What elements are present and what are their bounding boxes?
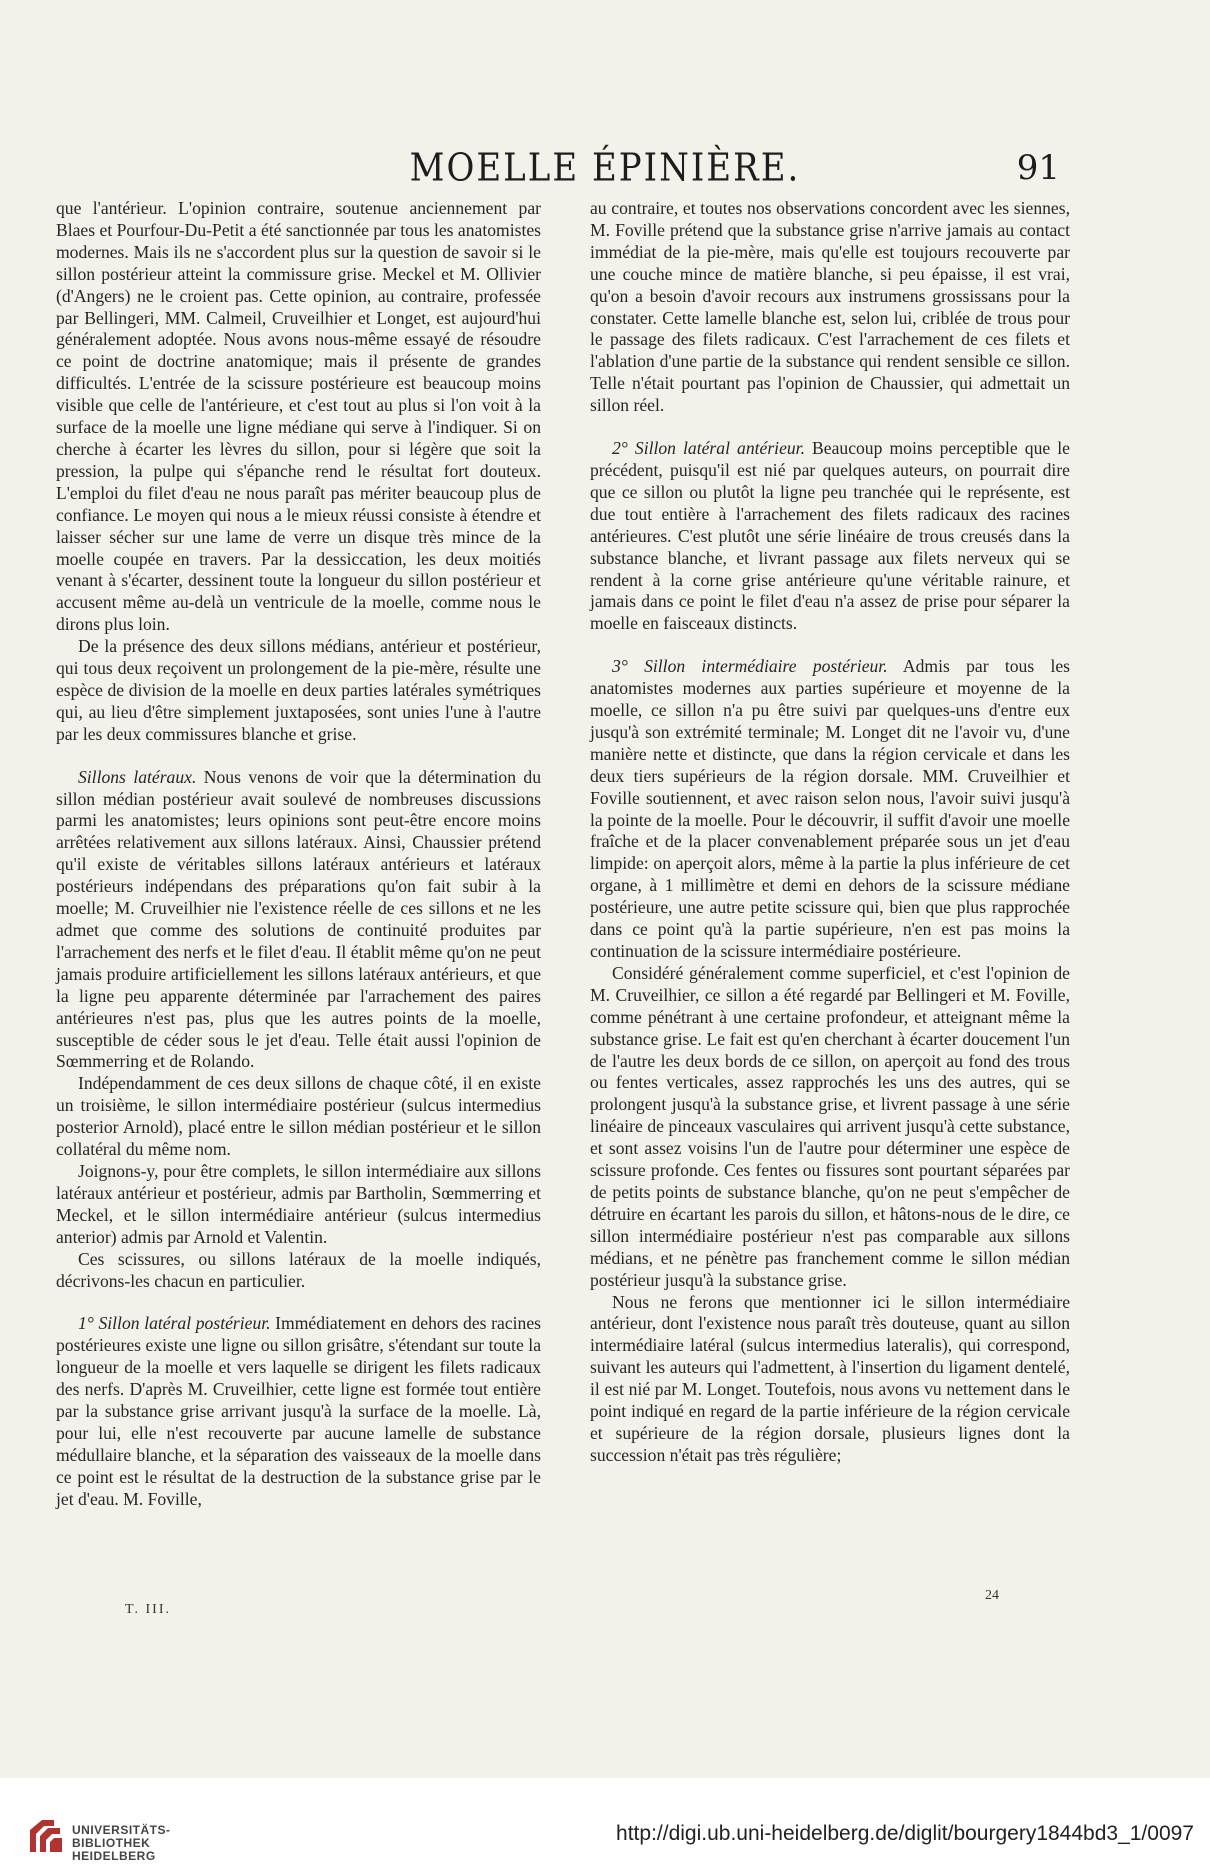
paragraph-text: Admis par tous les anatomistes modernes aux parties supérieure et moyenne de la moelle, ce sillon n'a pu être suivi par quelques-uns d'entre eux jusqu'à son extrémité terminale; M. Longet dit ne l'avoir vu, d'une manière nette et distincte, que dans la région cervicale et dans les deux tiers supérieurs de la région dorsale. MM. Cruveilhier et Foville soutiennent, et avec raison selon nous, l'avoir suivi jusqu'à la pointe de la moelle. Pour le découvrir, il suffit d'avoir une moelle fraîche et de la placer convenablement préparée sous un jet d'eau limpide: on aperçoit alors, même à la partie la plus inférieure de cet organe, à 1 millimètre et demi en dehors de la scissure médiane postérieure, une autre petite scissure qui, bien que plus rapprochée dans ce point qu'à la partie supérieure, n'en est pas moins la continuation de la scissure intermédiaire postérieure. (590, 656, 1070, 961)
paragraph (590, 963, 1070, 1292)
library-name-line-1: UNIVERSITÄTS- (72, 1823, 171, 1837)
right-column (590, 198, 1070, 1467)
section-heading: 1° Sillon latéral postérieur. (78, 1313, 271, 1334)
paragraph (590, 1292, 1070, 1467)
page-header (0, 145, 1210, 198)
paragraph (56, 767, 541, 1074)
paragraph-text: De la présence des deux sillons médians, antérieur et postérieur, qui tous deux reçoivent un prolongement de la pie-mère, résulte une espèce de division de la moelle en deux parties latérales symétriques qui, au lieu d'être simplement juxtaposées, sont unies l'une à l'autre par les deux commissures blanche et grise. (56, 636, 541, 744)
paragraph-text: Indépendamment de ces deux sillons de chaque côté, il en existe un troisième, le sillon intermédiaire postérieur (sulcus intermedius posterior Arnold), placé entre le sillon médian postérieur et le sillon collatéral du même nom. (56, 1073, 541, 1160)
library-name[interactable] (72, 1824, 171, 1863)
section-heading: 2° Sillon latéral antérieur. (612, 438, 805, 459)
paragraph-text: Beaucoup moins perceptible que le précédent, puisqu'il est nié par quelques auteurs, on pourrait dire que ce sillon ou plutôt la ligne peu tranchée qui le représente, est due tout entière à l'arrachement des filets radicaux des racines antérieures. C'est plutôt une série linéaire de trous creusés dans la substance blanche, et livrant passage aux filets nerveux qui se rendent à la corne grise antérieure qu'une véritable rainure, et jamais dans ce point le filet d'eau n'a assez de prise pour séparer la moelle en faisceaux distincts. (590, 438, 1070, 634)
paragraph (56, 1161, 541, 1249)
section-heading: 3° Sillon intermédiaire postérieur. (612, 656, 888, 677)
volume-signature: T. III. (125, 1602, 171, 1617)
paragraph-text: Nous ne ferons que mentionner ici le sillon intermédiaire antérieur, dont l'existence nous paraît très douteuse, quant au sillon intermédiaire latéral (sulcus intermedius lateralis), qui correspond, suivant les auteurs qui l'admettent, à l'insertion du ligament dentelé, il est nié par M. Longet. Toutefois, nous avons vu nettement dans le point indiqué en regard de la partie inférieure de la région cervicale et supérieure de la région dorsale, plusieurs lignes dont la succession n'était pas très régulière; (590, 1291, 1070, 1465)
page-title: MOELLE ÉPINIÈRE. (409, 145, 801, 191)
sheet-signature: 24 (985, 1588, 999, 1603)
paragraph (56, 636, 541, 746)
paragraph (590, 198, 1070, 417)
paragraph (56, 1073, 541, 1161)
library-logo-icon[interactable] (26, 1816, 66, 1856)
paragraph-text: au contraire, et toutes nos observations concordent avec les siennes, M. Foville prétend que la substance grise n'arrive jamais au contact immédiat de la pie-mère, mais qu'elle est toujours recouverte par une couche mince de matière blanche, si peu épaisse, il est vrai, qu'on a besoin d'avoir recours aux instrumens grossissans pour la constater. Cette lamelle blanche est, selon lui, criblée de trous pour le passage des filets radicaux. C'est l'arrachement de ces filets et l'ablation d'une partie de la substance qui rendent sensible ce sillon. Telle n'était pourtant pas l'opinion de Chaussier, qui admettait un sillon réel. (590, 198, 1070, 416)
paragraph-text: Ces scissures, ou sillons latéraux de la moelle indiqués, décrivons-les chacun en particulier. (56, 1248, 541, 1291)
library-name-line-2: BIBLIOTHEK (72, 1836, 151, 1850)
paragraph-text: Joignons-y, pour être complets, le sillon intermédiaire aux sillons latéraux antérieur et postérieur, admis par Bartholin, Sœmmerring et Meckel, et le sillon intermédiaire antérieur (sulcus intermedius anterior) admis par Arnold et Valentin. (56, 1160, 541, 1247)
paragraph (56, 1313, 541, 1510)
paragraph-text: Considéré généralement comme superficiel, et c'est l'opinion de M. Cruveilhier, ce sillon a été regardé par Bellingeri et M. Foville, comme pénétrant à une certaine profondeur, et atteignant même la substance grise. Le fait est qu'en cherchant à écarter doucement l'un de l'autre les deux bords de ce sillon, on aperçoit au fond des trous ou fentes verticales, assez rapprochés les uns des autres, qui se prolongent jusqu'à la substance grise, et livrent passage à une série linéaire de pinceaux vasculaires qui arrivent jusqu'à cette substance, et sont assez voisins l'un de l'autre pour déterminer une espèce de scissure profonde. Ces fentes ou fissures sont pourtant séparées par de petits points de substance blanche, qu'on ne peut s'empêcher de détruire en écartant les parois du sillon, et hâtons-nous de le dire, ce sillon intermédiaire postérieur n'est pas comparable aux sillons médians, et ne pénètre pas franchement comme le sillon médian postérieur jusqu'à la substance grise. (590, 962, 1070, 1290)
paragraph-text: Nous venons de voir que la détermination du sillon médian postérieur avait soulevé de nombreuses discussions parmi les anatomistes; leurs opinions sont peut-être encore moins arrêtées relativement aux sillons latéraux. Ainsi, Chaussier prétend qu'il existe de véritables sillons latéraux antérieurs et latéraux postérieurs indépendans des préparations qu'on fait subir à la moelle; M. Cruveilhier nie l'existence réelle de ces sillons et ne les admet que comme des solutions de continuité produites par l'arrachement des nerfs et le filet d'eau. Il établit même qu'on ne peut jamais produire artificiellement les sillons latéraux antérieurs, et que la ligne peu apparente déterminée par l'arrachement des paires antérieures n'est pas, plus que les autres points de la moelle, susceptible de céder sous le jet d'eau. Telle était aussi l'opinion de Sœmmerring et de Rolando. (56, 766, 541, 1072)
library-name-line-3: HEIDELBERG (72, 1849, 156, 1863)
section-heading: Sillons latéraux. (78, 766, 197, 787)
paragraph-text: Immédiatement en dehors des racines postérieures existe une ligne ou sillon grisâtre, s'étendant sur toute la longueur de la moelle et vers laquelle se dirigent les filets radicaux des nerfs. D'après M. Cruveilhier, cette ligne est formée tout entière par la substance grise arrivant jusqu'à la surface de la moelle. Là, pour lui, elle n'est recouverte par aucune lamelle de substance médullaire blanche, et la séparation des vaisseaux de la moelle dans ce point est le résultat de la destruction de la substance grise par le jet d'eau. M. Foville, (56, 1313, 541, 1509)
paragraph (56, 1249, 541, 1293)
source-url[interactable]: http://digi.ub.uni-heidelberg.de/diglit/bourgery1844bd3_1/0097 (616, 1822, 1194, 1845)
paragraph (590, 438, 1070, 635)
page-number: 91 (1016, 148, 1060, 188)
paragraph-text: que l'antérieur. L'opinion contraire, soutenue anciennement par Blaes et Pourfour-Du-Petit a été sanctionnée par tous les anatomistes modernes. Mais ils ne s'accordent plus sur la question de savoir si le sillon postérieur atteint la commissure grise. Meckel et M. Ollivier (d'Angers) ne le croient pas. Cette opinion, au contraire, professée par Bellingeri, MM. Calmeil, Cruveilhier et Longet, est aujourd'hui généralement adoptée. Nous avons nous-même essayé de résoudre ce point de doctrine anatomique; mais il présente de grandes difficultés. L'entrée de la scissure postérieure est beaucoup moins visible que celle de l'antérieure, et c'est tout au plus si l'on voit à la surface de la moelle une ligne médiane qui serve à l'indiquer. Si on cherche à écarter les lèvres du sillon, pour si légère que soit la pression, la pulpe qui s'épanche rend le résultat fort douteux. L'emploi du filet d'eau ne nous paraît pas mériter beaucoup plus de confiance. Le moyen qui nous a le mieux réussi consiste à étendre et laisser sécher sur une lame de verre un disque très mince de la moelle coupée en travers. Par la dessiccation, les deux moitiés venant à s'écarter, dessinent toute la longueur du sillon postérieur et accusent même au-delà un ventricule de la moelle, comme nous le dirons plus loin. (56, 198, 541, 635)
paragraph (590, 656, 1070, 963)
left-column (56, 198, 541, 1511)
library-footer (0, 1778, 1210, 1875)
paragraph (56, 198, 541, 636)
